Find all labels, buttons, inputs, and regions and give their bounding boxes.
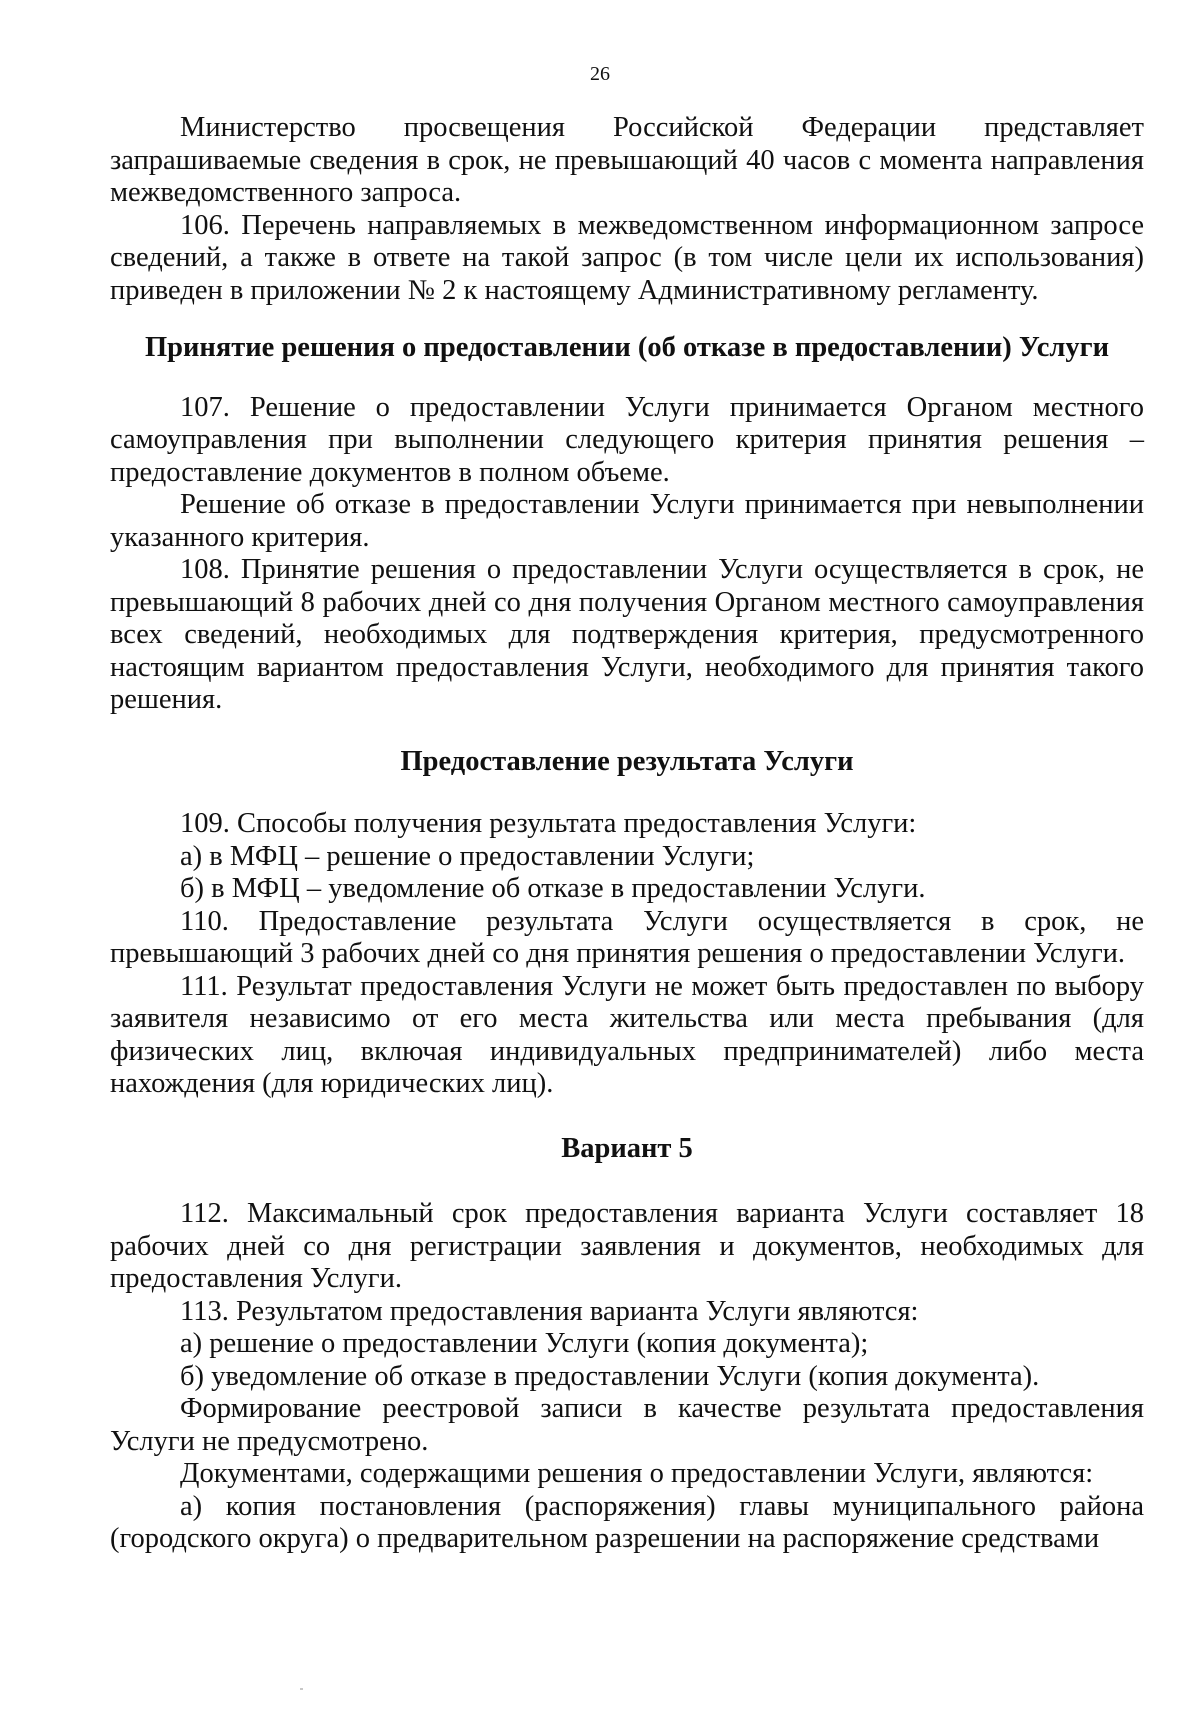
paragraph-110: 110. Предоставление результата Услуги осуществляется в срок, не превышающий 3 рабочих дней со дня принятия решения о предоставлении Услуги.	[110, 905, 1144, 969]
list-item-113a: а) решение о предоставлении Услуги (копия документа);	[180, 1328, 869, 1359]
paragraph-107: 107. Решение о предоставлении Услуги принимается Органом местного самоуправления при выполнении следующего критерия принятия решения – предоставление документов в полном объеме.	[110, 391, 1144, 488]
paragraph-112: 112. Максимальный срок предоставления варианта Услуги составляет 18 рабочих дней со дня регистрации заявления и документов, необходимых для предоставления Услуги.	[110, 1198, 1144, 1294]
paragraph-113: 113. Результатом предоставления варианта Услуги являются:	[180, 1295, 919, 1327]
paragraph-109: 109. Способы получения результата предоставления Услуги:	[180, 808, 917, 839]
list-item-decision-doc-a: а) копия постановления (распоряжения) главы муниципального района (городского округа) о предварительном разрешении на распоряжение средствами	[110, 1490, 1144, 1554]
section-heading-result: Предоставление результата Услуги	[400, 745, 854, 777]
document-body	[110, 112, 1144, 1556]
scan-artifact	[300, 1688, 303, 1690]
paragraph-ministry-response: Министерство просвещения Российской Федерации представляет запрашиваемые сведения в срок, не превышающий 40 часов с момента направления межведомственного запроса.	[110, 112, 1144, 208]
paragraph-108: 108. Принятие решения о предоставлении Услуги осуществляется в срок, не превышающий 8 рабочих дней со дня получения Органом местного самоуправления всех сведений, необходимых для подтверждения критерия, предусмотренного настоящим вариантом предоставления Услуги, необходимого для принятия такого решения.	[110, 554, 1144, 715]
list-item-109b: б) в МФЦ – уведомление об отказе в предоставлении Услуги.	[180, 873, 926, 904]
paragraph-111: 111. Результат предоставления Услуги не может быть предоставлен по выбору заявителя независимо от его места жительства или места пребывания (для физических лиц, включая индивидуальных предпринимателей) либо места нахождения (для юридических лиц).	[110, 970, 1144, 1099]
page-number: 26	[590, 63, 610, 85]
section-heading-decision: Принятие решения о предоставлении (об отказе в предоставлении) Услуги	[144, 332, 1109, 363]
list-item-113b: б) уведомление об отказе в предоставлении Услуги (копия документа).	[180, 1360, 1040, 1392]
list-item-109a: а) в МФЦ – решение о предоставлении Услуги;	[180, 840, 755, 872]
paragraph-decision-documents: Документами, содержащими решения о предоставлении Услуги, являются:	[180, 1458, 1094, 1489]
paragraph-registry-record: Формирование реестровой записи в качестве результата предоставления Услуги не предусмотрено.	[110, 1393, 1144, 1457]
paragraph-106: 106. Перечень направляемых в межведомственном информационном запросе сведений, а также в ответе на такой запрос (в том числе цели их использования) приведен в приложении № 2 к настоящему Административному регламенту.	[110, 209, 1144, 306]
paragraph-refusal-decision: Решение об отказе в предоставлении Услуги принимается при невыполнении указанного критерия.	[110, 489, 1144, 553]
section-heading-variant-5: Вариант 5	[561, 1132, 693, 1164]
